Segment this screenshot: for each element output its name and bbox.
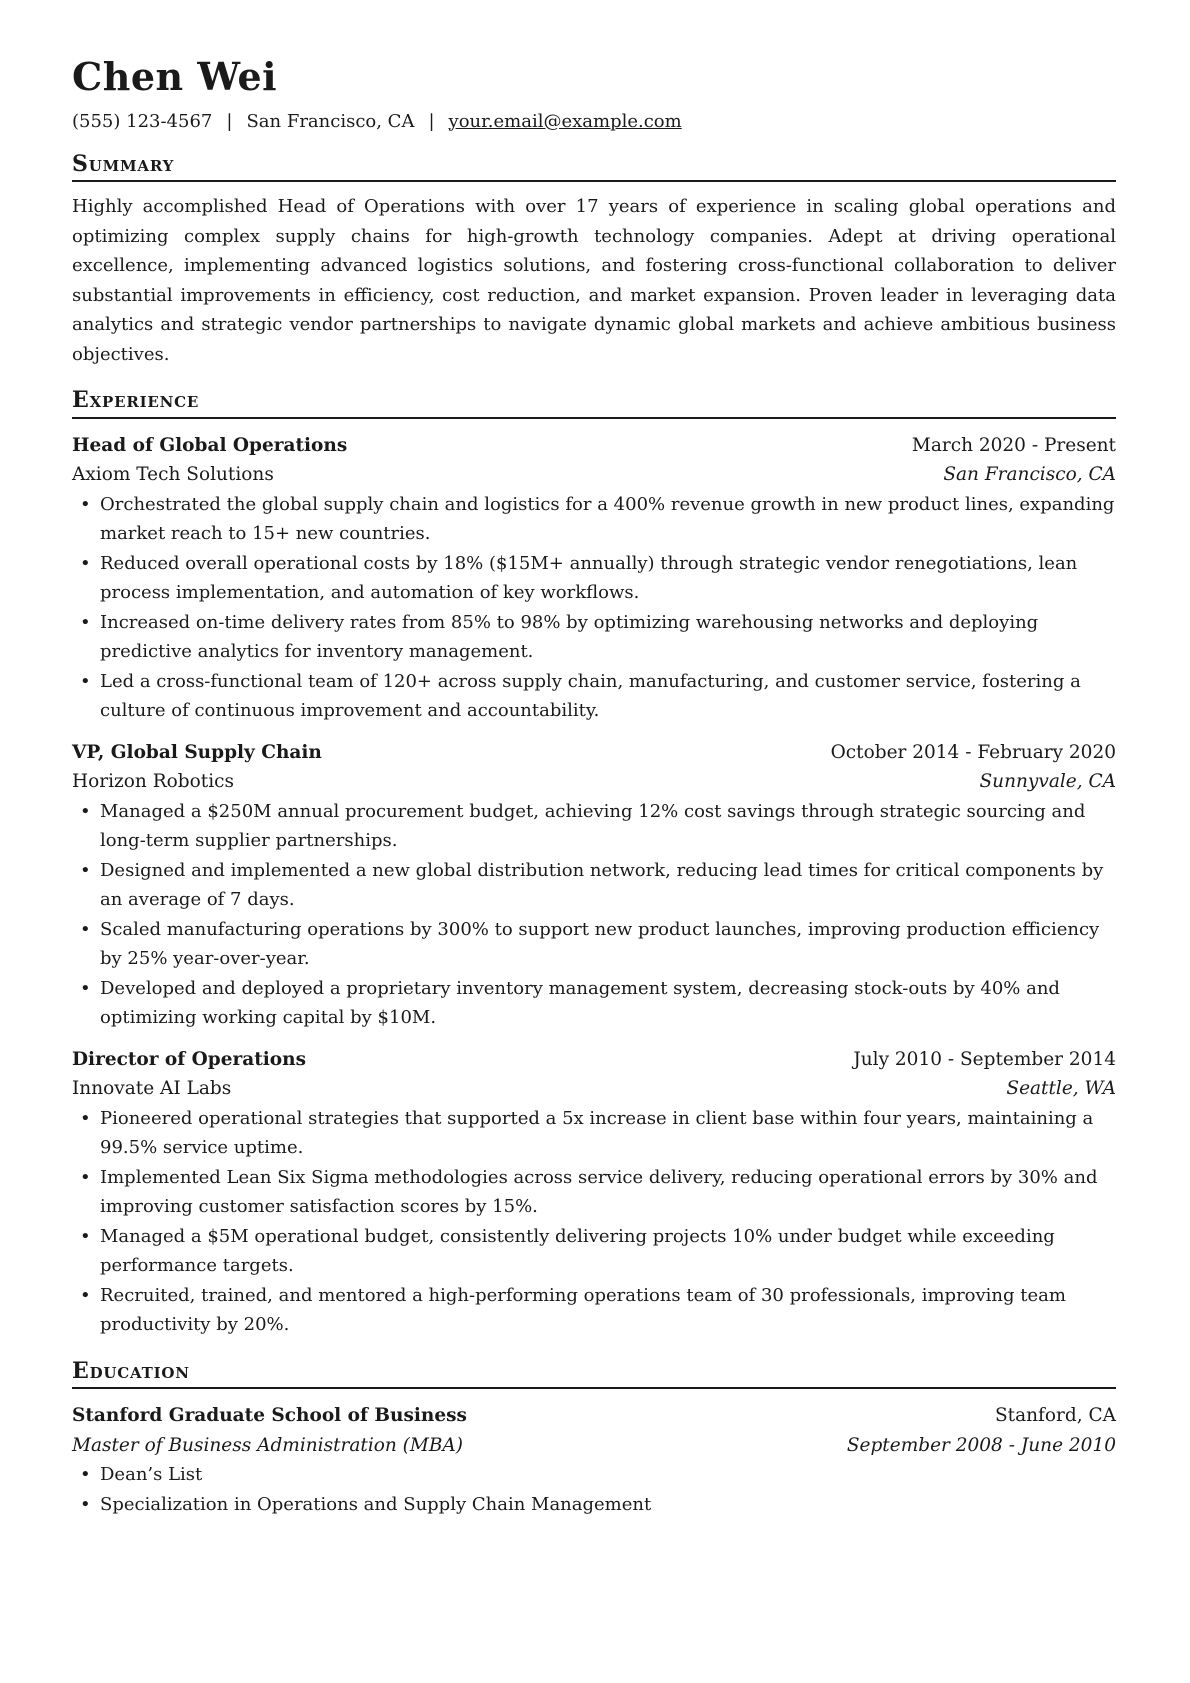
education-bullets [72,1460,1116,1519]
section-heading-education: Education [72,1358,1116,1389]
education-entry [72,1401,1116,1519]
bullet-item: • Implemented Lean Six Sigma methodologies across service delivery, reducing operational errors by 30% and improving customer satisfaction scores by 15%. [100,1163,1116,1222]
job-header [72,1045,1116,1075]
section-heading-experience: Experience [72,387,1116,418]
job-header [72,738,1116,768]
contact-separator: | [428,110,435,132]
education-header [72,1401,1116,1431]
job-role: Director of Operations [72,1048,306,1070]
section-heading-summary: Summary [72,151,1116,182]
degree-name: Master of Business Administration (MBA) [72,1434,464,1456]
resume-page [72,54,1116,1519]
bullet-item: • Orchestrated the global supply chain and logistics for a 400% revenue growth in new product lines, expanding market reach to 15+ new countries. [100,490,1116,549]
job-header [72,431,1116,461]
bullet-item: • Specialization in Operations and Supply Chain Management [100,1490,1116,1520]
bullet-item: • Scaled manufacturing operations by 300% to support new product launches, improving production efficiency by 25% year-over-year. [100,915,1116,974]
summary-section [72,151,1116,369]
job-bullets [72,797,1116,1033]
job-location: Seattle, WA [1006,1078,1116,1100]
bullet-item: • Recruited, trained, and mentored a high-performing operations team of 30 professionals, improving team productivity by 20%. [100,1281,1116,1340]
job-bullets [72,490,1116,726]
job-entry [72,431,1116,726]
job-entry [72,1045,1116,1340]
education-section [72,1358,1116,1519]
bullet-item: • Led a cross-functional team of 120+ across supply chain, manufacturing, and customer service, fostering a culture of continuous improvement and accountability. [100,667,1116,726]
job-company: Horizon Robotics [72,771,234,793]
job-dates: March 2020 - Present [911,434,1116,456]
bullet-item: • Managed a $250M annual procurement budget, achieving 12% cost savings through strategic sourcing and long-term supplier partnerships. [100,797,1116,856]
job-dates: July 2010 - September 2014 [853,1048,1116,1070]
job-subheader [72,1074,1116,1104]
job-role: Head of Global Operations [72,434,348,456]
bullet-item: • Dean’s List [100,1460,1116,1490]
bullet-item: • Designed and implemented a new global distribution network, reducing lead times for critical components by an average of 7 days. [100,856,1116,915]
contact-separator: | [226,110,233,132]
job-company: Axiom Tech Solutions [72,464,274,486]
school-name: Stanford Graduate School of Business [72,1405,467,1427]
summary-paragraph: Highly accomplished Head of Operations with over 17 years of experience in scaling global operations and optimizing complex supply chains for high-growth technology companies. Adept at driving operational excellence, implementing advanced logistics solutions, and fostering cross-functional collaboration to deliver substantial improvements in efficiency, cost reduction, and market expansion. Proven leader in leveraging data analytics and strategic vendor partnerships to navigate dynamic global markets and achieve ambitious business objectives. [72,196,1116,365]
job-location: Sunnyvale, CA [979,771,1116,793]
job-subheader [72,767,1116,797]
candidate-name: Chen Wei [72,54,278,99]
job-role: VP, Global Supply Chain [72,741,322,763]
bullet-item: • Increased on-time delivery rates from 85% to 98% by optimizing warehousing networks and deploying predictive analytics for inventory management. [100,608,1116,667]
school-location: Stanford, CA [995,1405,1116,1427]
bullet-item: • Pioneered operational strategies that supported a 5x increase in client base within four years, maintaining a 99.5% service uptime. [100,1104,1116,1163]
education-subheader [72,1431,1116,1461]
job-subheader [72,460,1116,490]
education-dates: September 2008 - June 2010 [846,1434,1116,1456]
job-bullets [72,1104,1116,1340]
experience-section [72,387,1116,1339]
bullet-item: • Reduced overall operational costs by 18% ($15M+ annually) through strategic vendor renegotiations, lean process implementation, and automation of key workflows. [100,549,1116,608]
bullet-item: • Developed and deployed a proprietary inventory management system, decreasing stock-outs by 40% and optimizing working capital by $10M. [100,974,1116,1033]
phone-number: (555) 123-4567 [72,110,213,132]
job-company: Innovate AI Labs [72,1078,232,1100]
job-location: San Francisco, CA [943,464,1116,486]
contact-line [72,110,1116,133]
job-entry [72,738,1116,1033]
job-dates: October 2014 - February 2020 [830,741,1116,763]
contact-location: San Francisco, CA [246,110,415,132]
bullet-item: • Managed a $5M operational budget, consistently delivering projects 10% under budget while exceeding performance targets. [100,1222,1116,1281]
email-link[interactable]: your.email@example.com [448,110,682,132]
